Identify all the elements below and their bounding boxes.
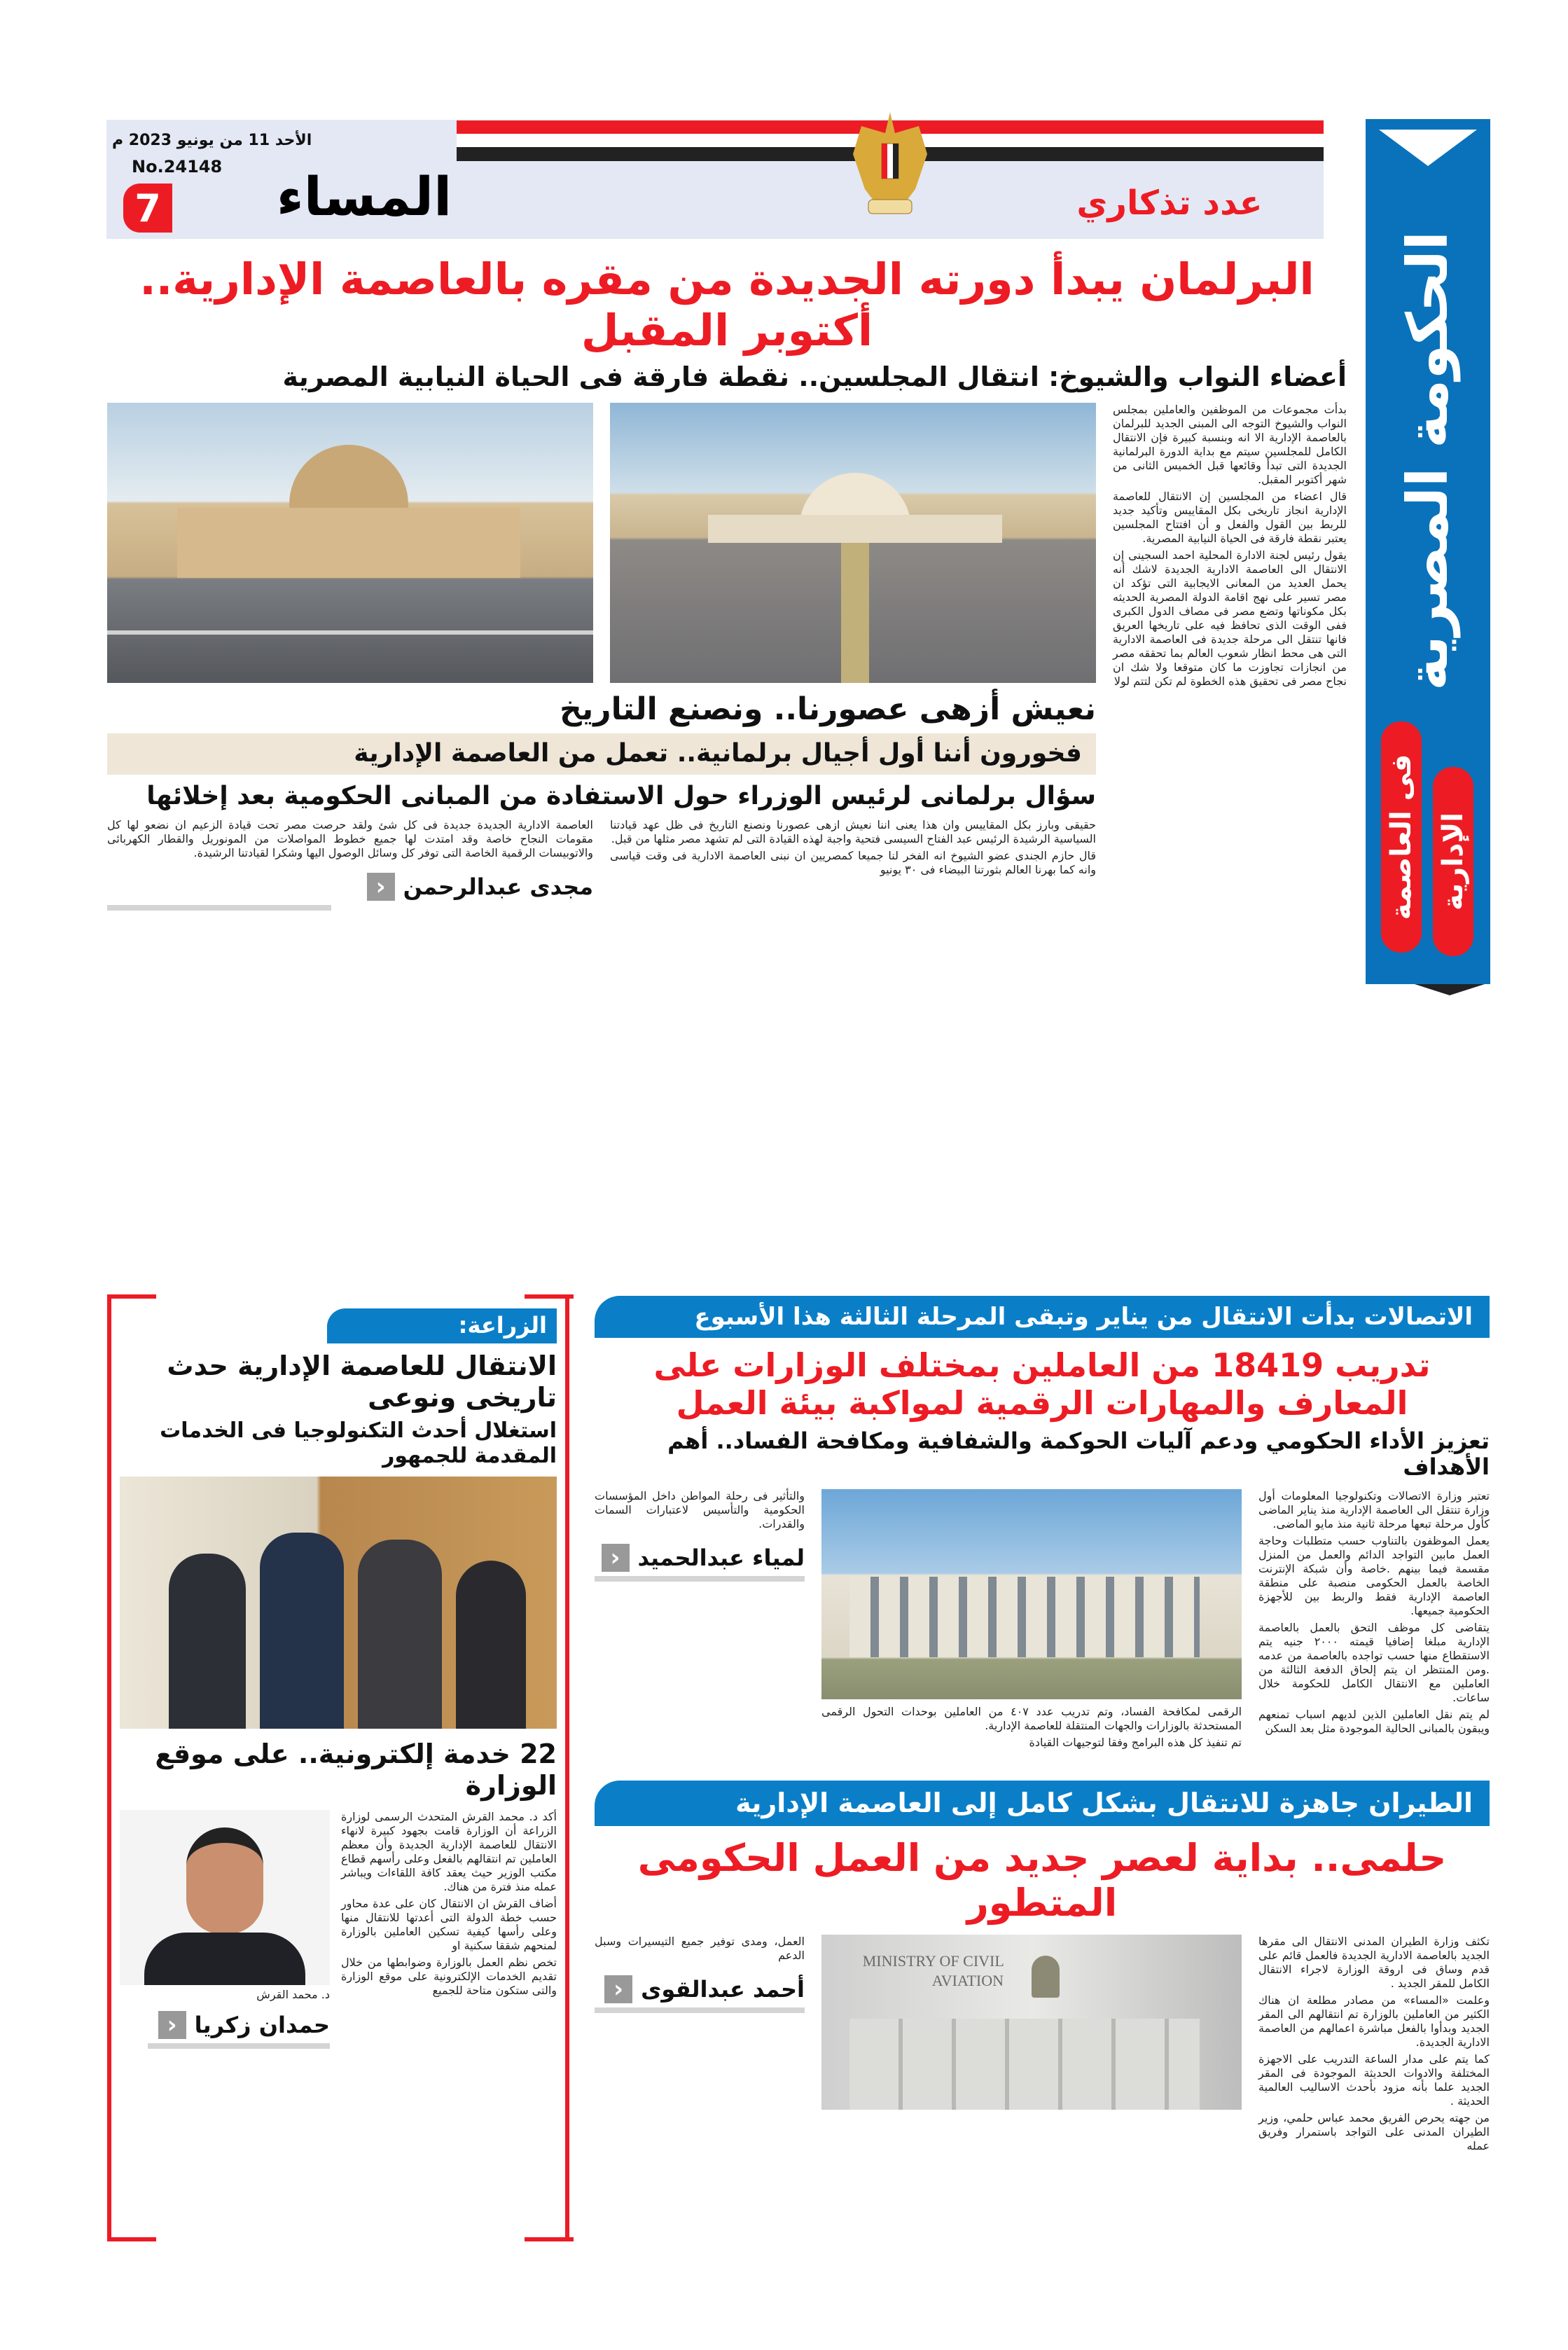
article3-banner: الطيران جاهزة للانتقال بشكل كامل إلى العاصمة الإدارية <box>595 1781 1490 1826</box>
article3-column-right: تكثف وزارة الطيران المدنى الانتقال الى مقرها الجديد بالعاصمة الادارية الجديدة فالعمل قائم على قدم وساق فى اروقة الوزارة لاجراء الانتقال الكامل للمقر الجديد . وعلمت «المساء» من مصادر مطلعة ان هناك الكثير من العاملين بالوزارة تم انتقالهم الى المقر الجديد وبدأوا بالفعل مباشرة اعمالهم من العاصمة الادارية الجديدة. كما يتم على مدار الساعة التدريب على الاجهزة المختلفة والادوات الحديثة الموجودة فى المقر الجديد علما بأنه مزود بأحدث الاساليب العالمية الحديثة . من جهته يحرص الفريق محمد عباس حلمي، وزير الطيران المدنى على التواجد باستمرار وفريق عمله <box>1258 1935 1490 2153</box>
article1-column-left-wrap <box>107 818 593 911</box>
article2-banner: الاتصالات بدأت الانتقال من يناير وتبقى المرحلة الثالثة هذا الأسبوع <box>595 1296 1490 1338</box>
banner-fold-icon <box>1415 984 1485 995</box>
chevron-icon: ‹ <box>604 1975 632 2003</box>
article2-left <box>595 1489 805 1582</box>
portrait-face <box>186 1827 263 1934</box>
article1-column-right: بدأت مجموعات من الموظفين والعاملين بمجلس النواب والشيوخ التوجه الى المبنى الجديد للبرلمان بالعاصمة الإدارية الا انه وبنسبة كبيرة فإن الانتقال الكامل للمجلسين سيتم مع بداية الدورة البرلمانية الجديدة التى تبدأ وقائعها قبل الخميس الثانى من شهر أكتوبر المقبل. قال اعضاء من المجلسين إن الانتقال للعاصمة الإدارية انجاز تاريخى بكل المقاييس وتأكيد جديد للربط بين القول والفعل و أن افتتاح المجلسين يعتبر نقطة فارقة فى الحياة النيابية المصرية. يقول رئيس لجنة الادارة المحلية احمد السجينى إن الانتقال الى العاصمة الادارية الجديدة لاشك أنه يحمل العديد من المعانى الايجابية التى تؤكد ان مصر تسير على نهج اقامة الدولة المصرية الحديثه بكل مكوناتها وتضع مصر فى مصاف الدول الكبرى ففى الوقت الذى تحافظ فيه على تاريخها العريق فانها تنتقل الى مرحلة جديدة فى العاصمة الادارية التى هى محط انظار شعوب العالم بما تحققه مصر من انجازات تجاوزت ما كان متوقعا ولا شك ان نجاح مصر فى تحقيق هذه الخطوة لم تكن لتتم لولا <box>1113 403 1347 689</box>
banner-pill-1: فى العاصمة <box>1381 721 1422 953</box>
article2-column-mid: الرقمى لمكافحة الفساد، وتم تدريب عدد ٤٠٧ من العاملين بوحدات التحول الرقمى المستحدثة بالوزارات والجهات المنتقلة للعاصمة الإدارية. تم تنفيذ كل هذه البرامج وفقا لتوجيهات القيادة <box>821 1705 1242 1750</box>
article3-byline: أحمد عبدالقوى ‹ <box>595 1975 805 2003</box>
spokesman-portrait <box>120 1810 330 1985</box>
byline-divider <box>148 2043 330 2049</box>
byline-divider <box>595 2007 805 2013</box>
byline-divider <box>107 905 331 911</box>
parliament-photo-rendering <box>107 403 593 683</box>
article2-middle <box>821 1489 1242 1753</box>
article4-byline: حمدان زكريا ‹ <box>120 2011 330 2039</box>
article1-subhead: أعضاء النواب والشيوخ: انتقال المجلسين.. نقطة فارقة فى الحياة النيابية المصرية <box>282 361 1347 393</box>
special-issue-label: عدد تذكاري <box>1076 184 1263 223</box>
newspaper-logo: المساء <box>276 165 452 228</box>
page-number: 7 <box>134 186 161 230</box>
article3-left <box>595 1935 805 2013</box>
parliament-photo-aerial <box>610 403 1096 683</box>
telecom-ministry-photo <box>821 1489 1242 1699</box>
article1-headline2: سؤال برلمانى لرئيس الوزراء حول الاستفادة من المبانى الحكومية بعد إخلائها <box>146 781 1096 810</box>
bottom-right-region <box>595 1296 1490 2156</box>
ministry-sign-text: MINISTRY OF CIVIL AVIATION <box>862 1952 1004 1990</box>
article4-column: أكد د. محمد القرش المتحدث الرسمى لوزارة الزراعة أن الوزارة قامت بجهود كبيرة لانهاء الانتقال للعاصمة الإدارية الجديدة وأن معظم العاملين تم انتقالهم بالفعل وعلى رأسهم قطاع مكتب الوزير حيث يعقد كافة اللقاءات ويباشر عمله منذ فترة من هناك. أضاف القرش ان الانتقال كان على عدة محاور حسب خطة الدولة التى أعدتها للانتقال منها وعلى رأسها كيفية تسكين العاملين بالوزارة لمنحهم شققا سكنية او تخص نظم العمل بالوزارة وضوابطها من خلال تقديم الخدمات الإلكترونية على موقع الوزارة والتى ستكون متاحة للجميع <box>341 1809 557 1997</box>
quote-headline-2: فخورون أننا أول أجيال برلمانية.. تعمل من العاصمة الإدارية <box>107 733 1096 774</box>
article4-headline: الانتقال للعاصمة الإدارية حدث تاريخى ونوعى <box>167 1350 557 1413</box>
box-corner <box>525 1294 574 1299</box>
banner-title: الحكومة المصرية <box>1395 231 1460 691</box>
agriculture-box <box>107 1294 569 2241</box>
article1-headline: البرلمان يبدأ دورته الجديدة من مقره بالعاصمة الإدارية.. أكتوبر المقبل <box>139 254 1314 357</box>
article2-byline: لمياء عبدالحميد ‹ <box>595 1544 805 1572</box>
article1-main <box>107 403 1096 911</box>
date: الأحد 11 من يونيو 2023 م <box>112 132 312 149</box>
side-banner <box>1366 119 1490 984</box>
issue-number: No.24148 <box>132 157 223 177</box>
aviation-ministry-photo <box>821 1935 1242 2110</box>
article1-byline: مجدى عبدالرحمن ‹ <box>107 873 593 901</box>
article1-photos <box>107 403 1096 683</box>
chevron-icon: ‹ <box>602 1544 630 1572</box>
quote-headline-1: نعيش أزهى عصورنا.. ونصنع التاريخ <box>560 691 1096 728</box>
agriculture-label-tab: الزراعة: <box>327 1308 557 1343</box>
article1-column-left: العاصمة الادارية الجديدة جديدة فى كل شئ ولقد حرصت مصر تحت قيادة الزعيم ان نضعو لها كل مقومات النجاح خاصة وقد امتدت لها جميع خطوط المواصلات من المونوريل والقطار الكهربائى والاتوبيسات الرقمية الخاصة التى توفر كل وسائل الوصول اليها وشكرا لقيادتنا الرشيدة. <box>107 817 593 859</box>
box-corner <box>107 1294 156 1299</box>
article4-left <box>120 1810 330 2049</box>
article2-subhead: تعزيز الأداء الحكومي ودعم آليات الحوكمة والشفافية ومكافحة الفساد.. أهم الأهداف <box>667 1427 1490 1481</box>
page-number-badge <box>123 184 172 233</box>
chevron-icon: ‹ <box>158 2011 186 2039</box>
banner-pill-2: الإدارية <box>1433 767 1473 956</box>
portrait-suit <box>144 1933 305 1985</box>
agriculture-officials-photo <box>120 1477 557 1729</box>
article2-column-right: تعتبر وزارة الاتصالات وتكنولوجيا المعلومات أول وزارة تنتقل الى العاصمة الإدارية منذ يناير الماضى كأول مرحلة تبعها مرحلة ثانية منذ مايو الماضى. يعمل الموظفون بالتناوب حسب متطلبات وحاجة العمل مابين التواجد الدائم والعمل من المنزل مقسمة فيما بينهم .خاصة وأن شبكة الإنترنت الخاصة بالعمل الحكومى منصبة على منطقة العاصمة الإدارية فقط والربط بين للأجهزة الحكومية جميعها. يتقاضى كل موظف التحق بالعمل بالعاصمة الإدارية مبلغا إضافيا قيمته ٢٠٠٠ جنيه يتم الاستقطاع منها حسب تواجده بالعاصمة من عدمه .ومن المنتظر ان يتم إلحاق الدفعة الثالثة من العاملين مع الانتقال الكامل للحكومة خلال ساعات. لم يتم نقل العاملين الذين لديهم اسباب تمنعهم ويبقون بالمبانى الحالية الموجودة مثل بعد السكن <box>1258 1489 1490 1736</box>
article2-headline: تدريب 18419 من العاملين بمختلف الوزارات على المعارف والمهارات الرقمية لمواكبة بيئة العمل <box>653 1346 1431 1423</box>
box-corner <box>525 2237 574 2241</box>
chevron-icon: ‹ <box>367 873 395 901</box>
portrait-caption: د. محمد القرش <box>256 1987 330 2001</box>
box-corner <box>107 2237 156 2241</box>
eagle-emblem-icon <box>849 112 931 219</box>
byline-divider <box>595 1576 805 1582</box>
article1 <box>107 254 1347 911</box>
banner-arrow-icon <box>1379 130 1477 166</box>
article4-headline2: 22 خدمة إلكترونية.. على موقع الوزارة <box>155 1739 557 1802</box>
article3-headline: حلمى.. بداية لعصر جديد من العمل الحكومى المتطور <box>637 1835 1447 1925</box>
article1-column-mid: حقيقى وبارز بكل المقاييس وان هذا يعنى اننا نعيش ازهى عصورنا ونصنع التاريخ فى ظل عهد قيادتنا السياسية الرشيدة الرئيس عبد الفتاح السيسى فتحية واجبة لهذه القيادة التى لم تشهد مصر مثلها من قبل. قال حازم الجندى عضو الشيوخ انه الفخر لنا جميعا كمصريين ان نبنى العاصمة الادارية فى وقت قياسى وانه كما بهرنا العالم بثورتنا البيضاء فى ٣٠ يونيو <box>610 817 1096 876</box>
article2-column-left: والتأثير فى رحلة المواطن داخل المؤسسات الحكومية والتأسيس لاعتبارات السمات والقدرات. <box>595 1489 805 1531</box>
article4-subhead: استغلال أحدث التكنولوجيا فى الخدمات المقدمة للجمهور <box>160 1418 557 1468</box>
article3-column-left: العمل، ومدى توفير جميع التيسيرات وسبل الدعم <box>595 1935 805 1963</box>
